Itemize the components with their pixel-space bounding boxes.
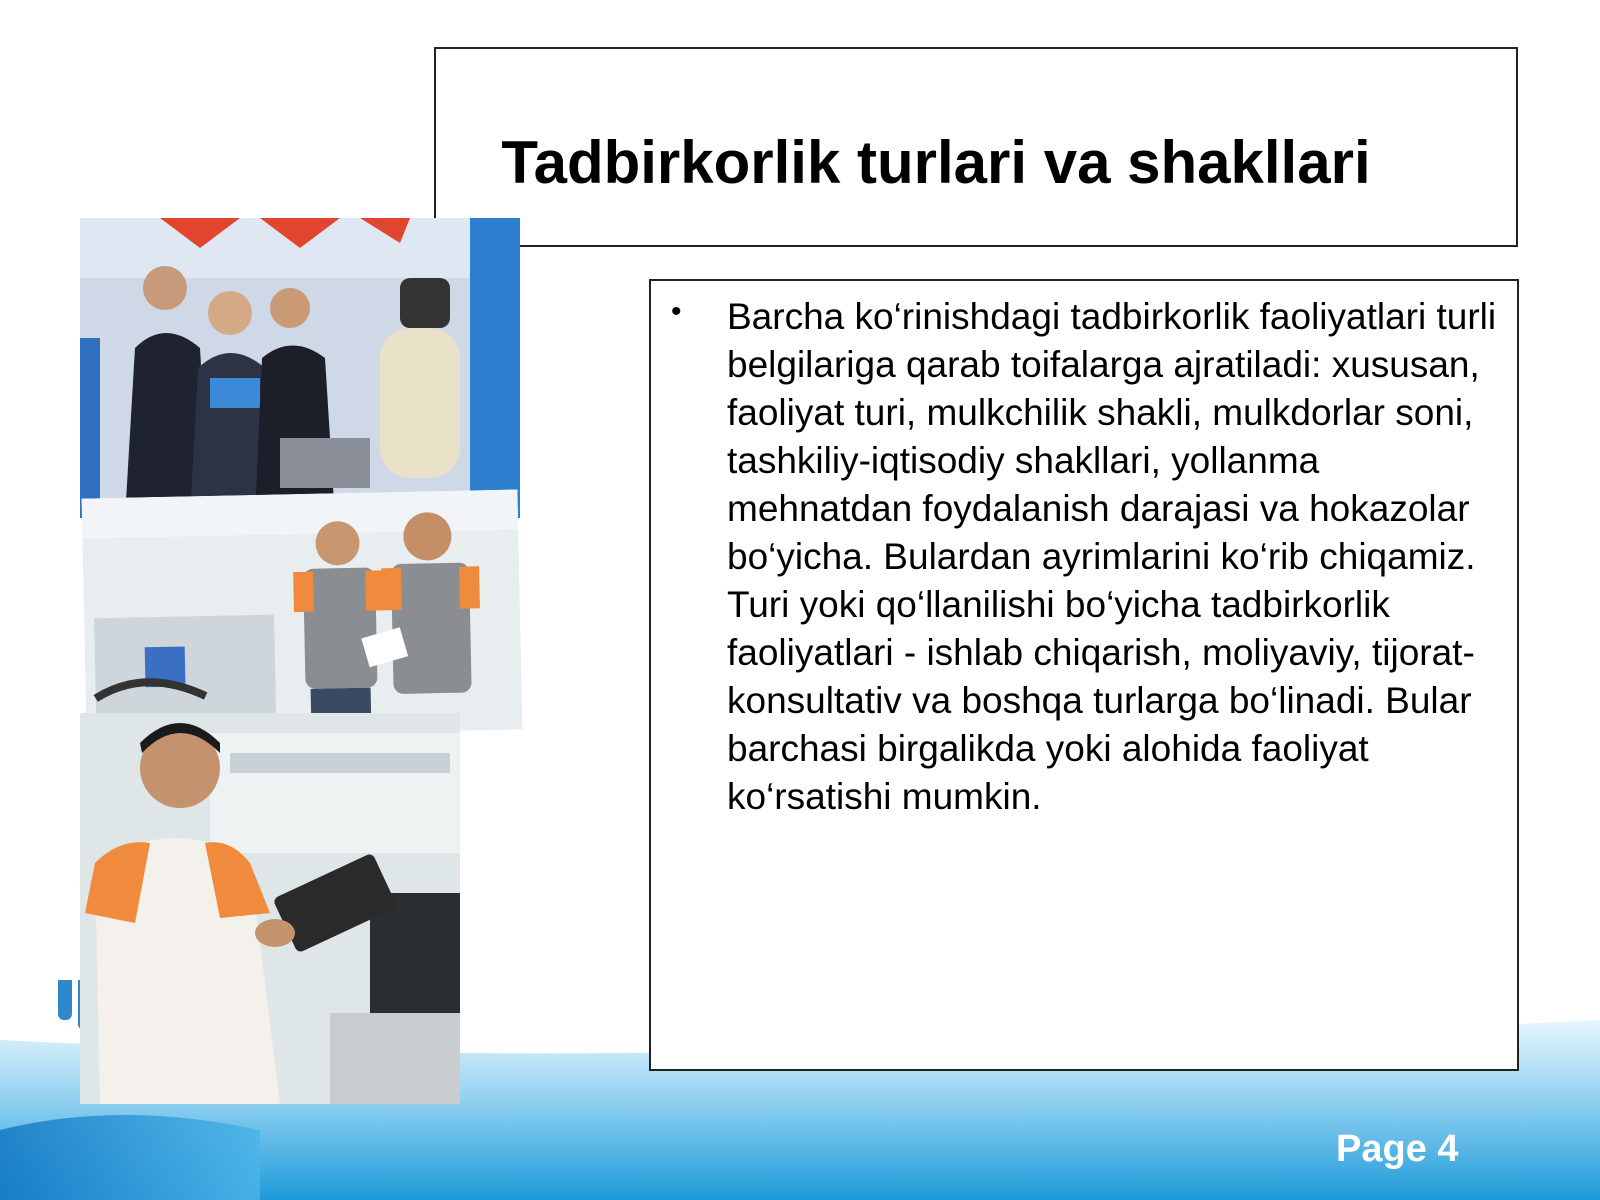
slide-title: Tadbirkorlik turlari va shakllari xyxy=(501,129,1371,196)
photo-workers-textile xyxy=(82,489,523,738)
bullet-icon: • xyxy=(671,295,682,328)
photo-young-worker xyxy=(80,713,460,1104)
body-paragraph: Barcha ko‘rinishdagi tadbirkorlik faoliyatlari turli belgilariga qarab toifalarga ajratiladi: xususan, faoliyat turi, mulkchilik shakli, mulkdorlar soni, tashkiliy-iqtisodiy shakllari, yollanma mehnatdan foydalanish darajasi va hokazolar bo‘yicha. Bulardan ayrimlarini ko‘rib chiqamiz. Turi yoki qo‘llanilishi bo‘yicha tadbirkorlik faoliyatlari - ishlab chiqarish, moliyaviy, tijorat-konsultativ va boshqa turlarga bo‘linadi. Bular barchasi birgalikda yoki alohida faoliyat ko‘rsatishi mumkin. xyxy=(727,296,1497,817)
photo-businessmen-exhibition xyxy=(80,218,520,518)
photo-collage xyxy=(80,218,520,1104)
body-text-box xyxy=(649,279,1519,1071)
title-box xyxy=(434,47,1518,247)
page-number: Page 4 xyxy=(1336,1128,1459,1170)
